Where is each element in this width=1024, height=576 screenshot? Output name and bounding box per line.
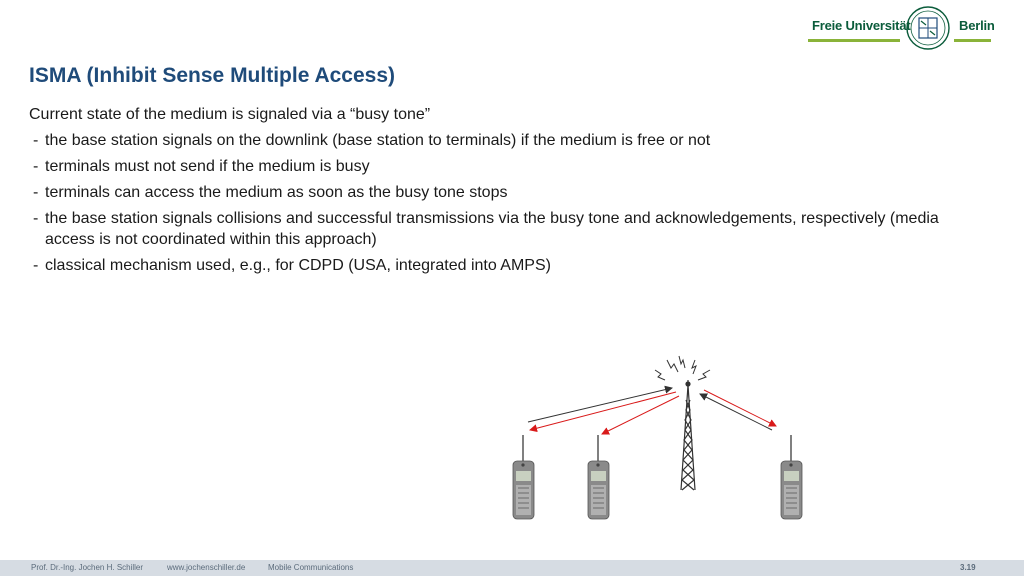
bullet-marker: - — [33, 158, 39, 175]
slide-footer — [0, 560, 1024, 576]
footer-author: Prof. Dr.-Ing. Jochen H. Schiller — [31, 563, 144, 572]
bullet-text: the base station signals collisions and successful transmissions via the busy tone and acknowledgements, respectively (media access is not coordinated within this approach) — [45, 210, 939, 248]
list-item — [29, 156, 989, 177]
logo-right-text: Berlin — [959, 18, 995, 33]
bullet-marker: - — [33, 132, 39, 149]
radio-waves-icon — [655, 356, 710, 380]
uplink-arrow — [700, 394, 772, 430]
slide-content — [29, 104, 989, 281]
footer-url: www.jochenschiller.de — [167, 563, 246, 572]
logo-left-text: Freie Universität — [812, 18, 911, 33]
bullet-text: the base station signals on the downlink (base station to terminals) if the medium is free or not — [45, 132, 711, 149]
uplink-arrow — [528, 388, 672, 422]
mobile-phone-icon — [781, 435, 802, 519]
bullet-list — [29, 130, 989, 276]
bullet-text: terminals can access the medium as soon as the busy tone stops — [45, 184, 508, 201]
base-station-tower-icon — [681, 380, 695, 490]
mobile-phone-icon — [513, 435, 534, 519]
list-item — [29, 130, 989, 151]
mobile-phone-icon — [588, 435, 609, 519]
bullet-marker: - — [33, 210, 39, 227]
university-logo — [808, 4, 993, 52]
list-item — [29, 255, 989, 276]
logo-rule-right — [954, 39, 991, 42]
footer-course: Mobile Communications — [268, 563, 354, 572]
page-number: 3.19 — [960, 563, 976, 572]
list-item — [29, 182, 989, 203]
slide-title: ISMA (Inhibit Sense Multiple Access) — [29, 64, 396, 87]
bullet-marker: - — [33, 184, 39, 201]
bullet-text: terminals must not send if the medium is busy — [45, 158, 370, 175]
isma-diagram — [495, 350, 825, 525]
logo-rule-left — [808, 39, 900, 42]
list-item — [29, 208, 989, 250]
university-seal-icon — [906, 4, 950, 52]
downlink-arrow — [704, 390, 776, 426]
intro-text: Current state of the medium is signaled via a “busy tone” — [29, 106, 431, 123]
bullet-marker: - — [33, 257, 39, 274]
downlink-arrow — [530, 392, 676, 430]
bullet-text: classical mechanism used, e.g., for CDPD (USA, integrated into AMPS) — [45, 257, 551, 274]
